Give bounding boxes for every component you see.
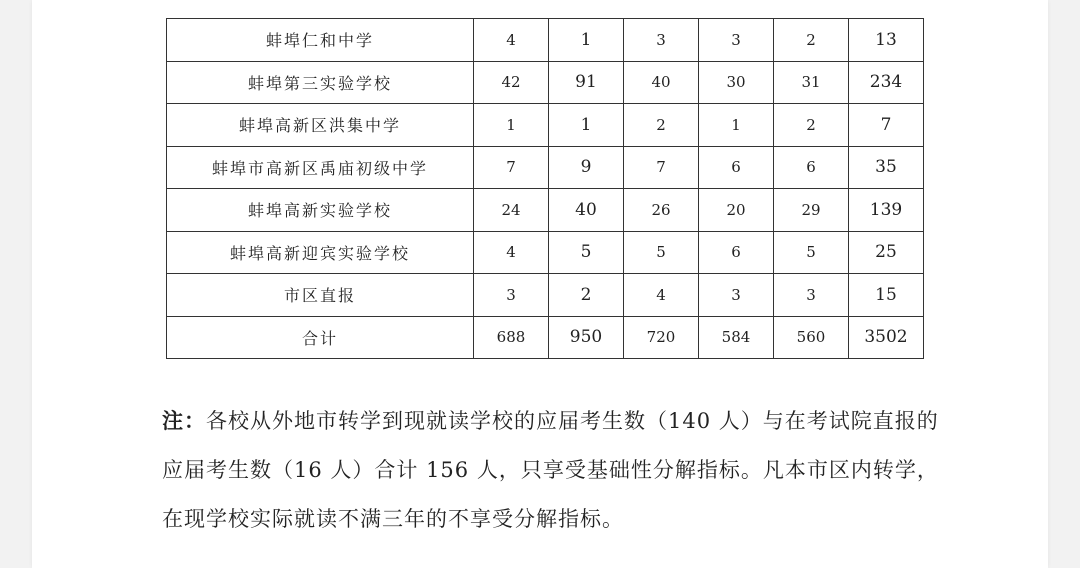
value-cell: 4 <box>474 231 549 274</box>
value-cell: 30 <box>699 61 774 104</box>
value-cell: 1 <box>699 104 774 147</box>
value-cell: 42 <box>474 61 549 104</box>
total-cell: 25 <box>849 231 924 274</box>
value-cell: 2 <box>774 19 849 62</box>
school-name-cell: 蚌埠高新迎宾实验学校 <box>167 231 474 274</box>
footnote-paragraph <box>162 396 952 544</box>
value-cell: 2 <box>549 274 624 317</box>
value-cell: 7 <box>624 146 699 189</box>
value-cell: 4 <box>474 19 549 62</box>
value-cell: 1 <box>549 19 624 62</box>
school-name-cell: 市区直报 <box>167 274 474 317</box>
table-row <box>167 146 924 189</box>
table-row-total <box>167 316 924 359</box>
value-cell: 6 <box>699 146 774 189</box>
value-cell: 40 <box>549 189 624 232</box>
value-cell: 5 <box>774 231 849 274</box>
value-cell: 7 <box>474 146 549 189</box>
table-row <box>167 104 924 147</box>
school-name-cell: 蚌埠高新实验学校 <box>167 189 474 232</box>
value-cell: 3 <box>699 274 774 317</box>
value-cell: 20 <box>699 189 774 232</box>
value-cell: 40 <box>624 61 699 104</box>
value-cell: 31 <box>774 61 849 104</box>
value-cell: 3 <box>474 274 549 317</box>
table-row <box>167 231 924 274</box>
value-cell: 9 <box>549 146 624 189</box>
value-cell: 688 <box>474 316 549 359</box>
document-page <box>32 0 1048 568</box>
value-cell: 3 <box>624 19 699 62</box>
school-name-cell: 蚌埠市高新区禹庙初级中学 <box>167 146 474 189</box>
school-name-cell: 蚌埠第三实验学校 <box>167 61 474 104</box>
total-label-cell: 合计 <box>167 316 474 359</box>
value-cell: 6 <box>774 146 849 189</box>
value-cell: 950 <box>549 316 624 359</box>
school-name-cell: 蚌埠仁和中学 <box>167 19 474 62</box>
value-cell: 3 <box>774 274 849 317</box>
value-cell: 5 <box>624 231 699 274</box>
note-text: 各校从外地市转学到现就读学校的应届考生数（140 人）与在考试院直报的应届考生数（16 人）合计 156 人，只享受基础性分解指标。凡本市区内转学，在现学校实际就读不满三年的不享受分解指标。 <box>162 409 939 531</box>
table-row <box>167 274 924 317</box>
value-cell: 560 <box>774 316 849 359</box>
value-cell: 91 <box>549 61 624 104</box>
total-cell: 35 <box>849 146 924 189</box>
value-cell: 1 <box>474 104 549 147</box>
value-cell: 1 <box>549 104 624 147</box>
value-cell: 2 <box>624 104 699 147</box>
total-cell: 13 <box>849 19 924 62</box>
total-cell: 15 <box>849 274 924 317</box>
table-row <box>167 61 924 104</box>
value-cell: 584 <box>699 316 774 359</box>
total-cell: 7 <box>849 104 924 147</box>
value-cell: 26 <box>624 189 699 232</box>
table-row <box>167 19 924 62</box>
quota-table <box>166 18 924 359</box>
value-cell: 29 <box>774 189 849 232</box>
value-cell: 720 <box>624 316 699 359</box>
value-cell: 4 <box>624 274 699 317</box>
value-cell: 24 <box>474 189 549 232</box>
value-cell: 5 <box>549 231 624 274</box>
total-cell: 234 <box>849 61 924 104</box>
total-cell: 3502 <box>849 316 924 359</box>
school-name-cell: 蚌埠高新区洪集中学 <box>167 104 474 147</box>
value-cell: 6 <box>699 231 774 274</box>
value-cell: 2 <box>774 104 849 147</box>
table-row <box>167 189 924 232</box>
note-label: 注： <box>162 408 206 433</box>
value-cell: 3 <box>699 19 774 62</box>
total-cell: 139 <box>849 189 924 232</box>
